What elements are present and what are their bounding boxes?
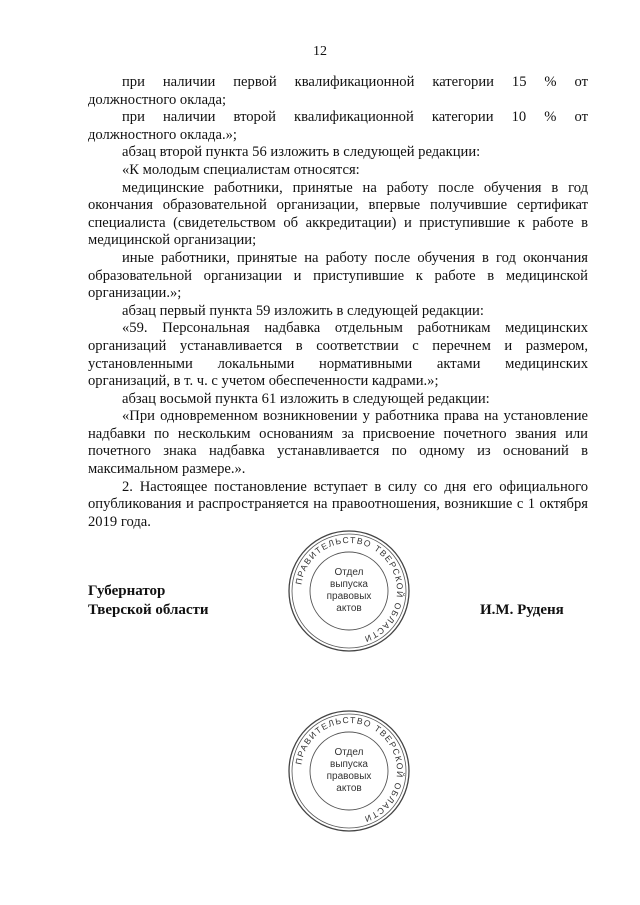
stamp-inner-text: Отдел выпуска правовых актов [326,747,372,794]
paragraph: при наличии второй квалификационной категории 10 % от [122,109,588,126]
paragraph: иные работники, принятые на работу после обучения в год окончания образовательной организации и приступившие к работе в медицинской организации.»; [88,249,588,302]
official-stamp [286,528,412,654]
paragraph: абзац второй пункта 56 изложить в следующей редакции: [122,144,481,161]
stamp-ring-text: ПРАВИТЕЛЬСТВО ТВЕРСКОЙ ОБЛАСТИ [293,534,406,645]
paragraph: «При одновременном возникновении у работника права на установление надбавки по нескольким основаниям за присвоение почетного звания или почетного знака надбавка устанавливается по одному из оснований в максимальном размере.». [88,408,588,478]
stamp-ring-text: ПРАВИТЕЛЬСТВО ТВЕРСКОЙ ОБЛАСТИ [293,714,406,825]
paragraph: «К молодым специалистам относятся: [122,161,360,178]
paragraph: «59. Персональная надбавка отдельным работникам медицинских организаций устанавливается в соответствии с перечнем и размером, установленными локальными нормативными актами медицинских организаций, в т. ч. с учетом обеспеченности кадрами.»; [88,320,588,390]
paragraph: должностного оклада; [88,91,226,108]
paragraph: медицинские работники, принятые на работу после обучения в год окончания образовательной организации, впервые получившие сертификат специалиста (свидетельством об аккредитации) и приступившие к работе в медицинской организации; [88,179,588,249]
document-body [88,74,588,531]
signer-position-line: Губернатор [88,583,166,599]
stamp-inner-text: Отдел выпуска правовых актов [326,567,372,614]
paragraph: должностного оклада.»; [88,126,237,143]
signer-position-line: Тверской области [88,602,209,618]
signer-name: И.М. Руденя [480,602,564,618]
paragraph: 2. Настоящее постановление вступает в силу со дня его официального опубликования и распространяется на правоотношения, возникшие с 1 октября 2019 года. [88,478,588,530]
paragraph: абзац восьмой пункта 61 изложить в следующей редакции: [122,390,490,407]
official-stamp [286,708,412,834]
signer-position [88,582,209,620]
page-number: 12 [313,44,327,59]
paragraph: абзац первый пункта 59 изложить в следующей редакции: [122,302,484,319]
paragraph: при наличии первой квалификационной категории 15 % от [122,74,588,90]
